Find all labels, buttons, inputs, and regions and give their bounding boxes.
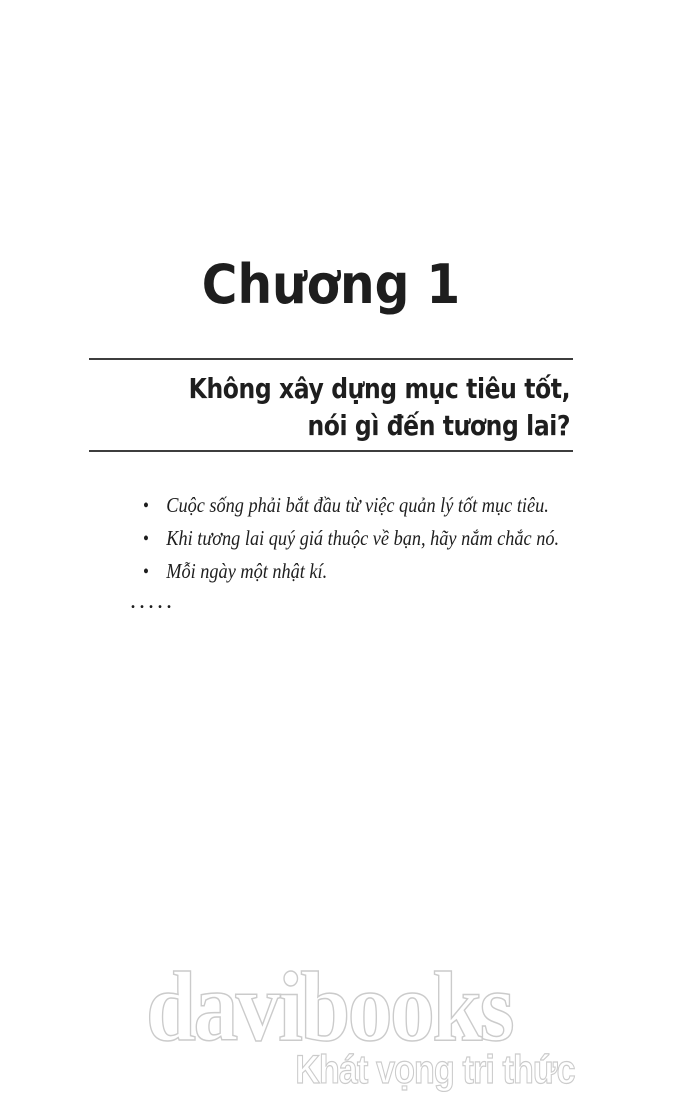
list-item <box>143 489 559 522</box>
list-item-text: Mỗi ngày một nhật kí. <box>166 559 328 583</box>
chapter-title <box>189 370 570 444</box>
bullet-icon: • <box>143 561 149 583</box>
chapter-title-line1: Không xây dựng mục tiêu tốt, <box>188 372 570 405</box>
davibooks-watermark: davibooks <box>146 951 512 1062</box>
bullet-icon: • <box>143 495 149 517</box>
divider-top <box>89 358 573 360</box>
chapter-title-line2: nói gì đến tương lai? <box>307 409 570 442</box>
ellipsis: ..... <box>130 588 175 614</box>
list-item <box>143 522 559 555</box>
divider-bottom <box>89 450 573 452</box>
key-points-list <box>143 489 559 588</box>
list-item-text: Cuộc sống phải bắt đầu từ việc quản lý tốt mục tiêu. <box>166 493 549 517</box>
chapter-heading: Chương 1 <box>201 253 461 316</box>
list-item <box>143 555 559 588</box>
list-item-text: Khi tương lai quý giá thuộc về bạn, hãy nắm chắc nó. <box>166 526 560 550</box>
watermark-tagline-khat-vong-tri-thuc: Khát vọng tri thức <box>295 1048 575 1092</box>
bullet-icon: • <box>143 528 149 550</box>
